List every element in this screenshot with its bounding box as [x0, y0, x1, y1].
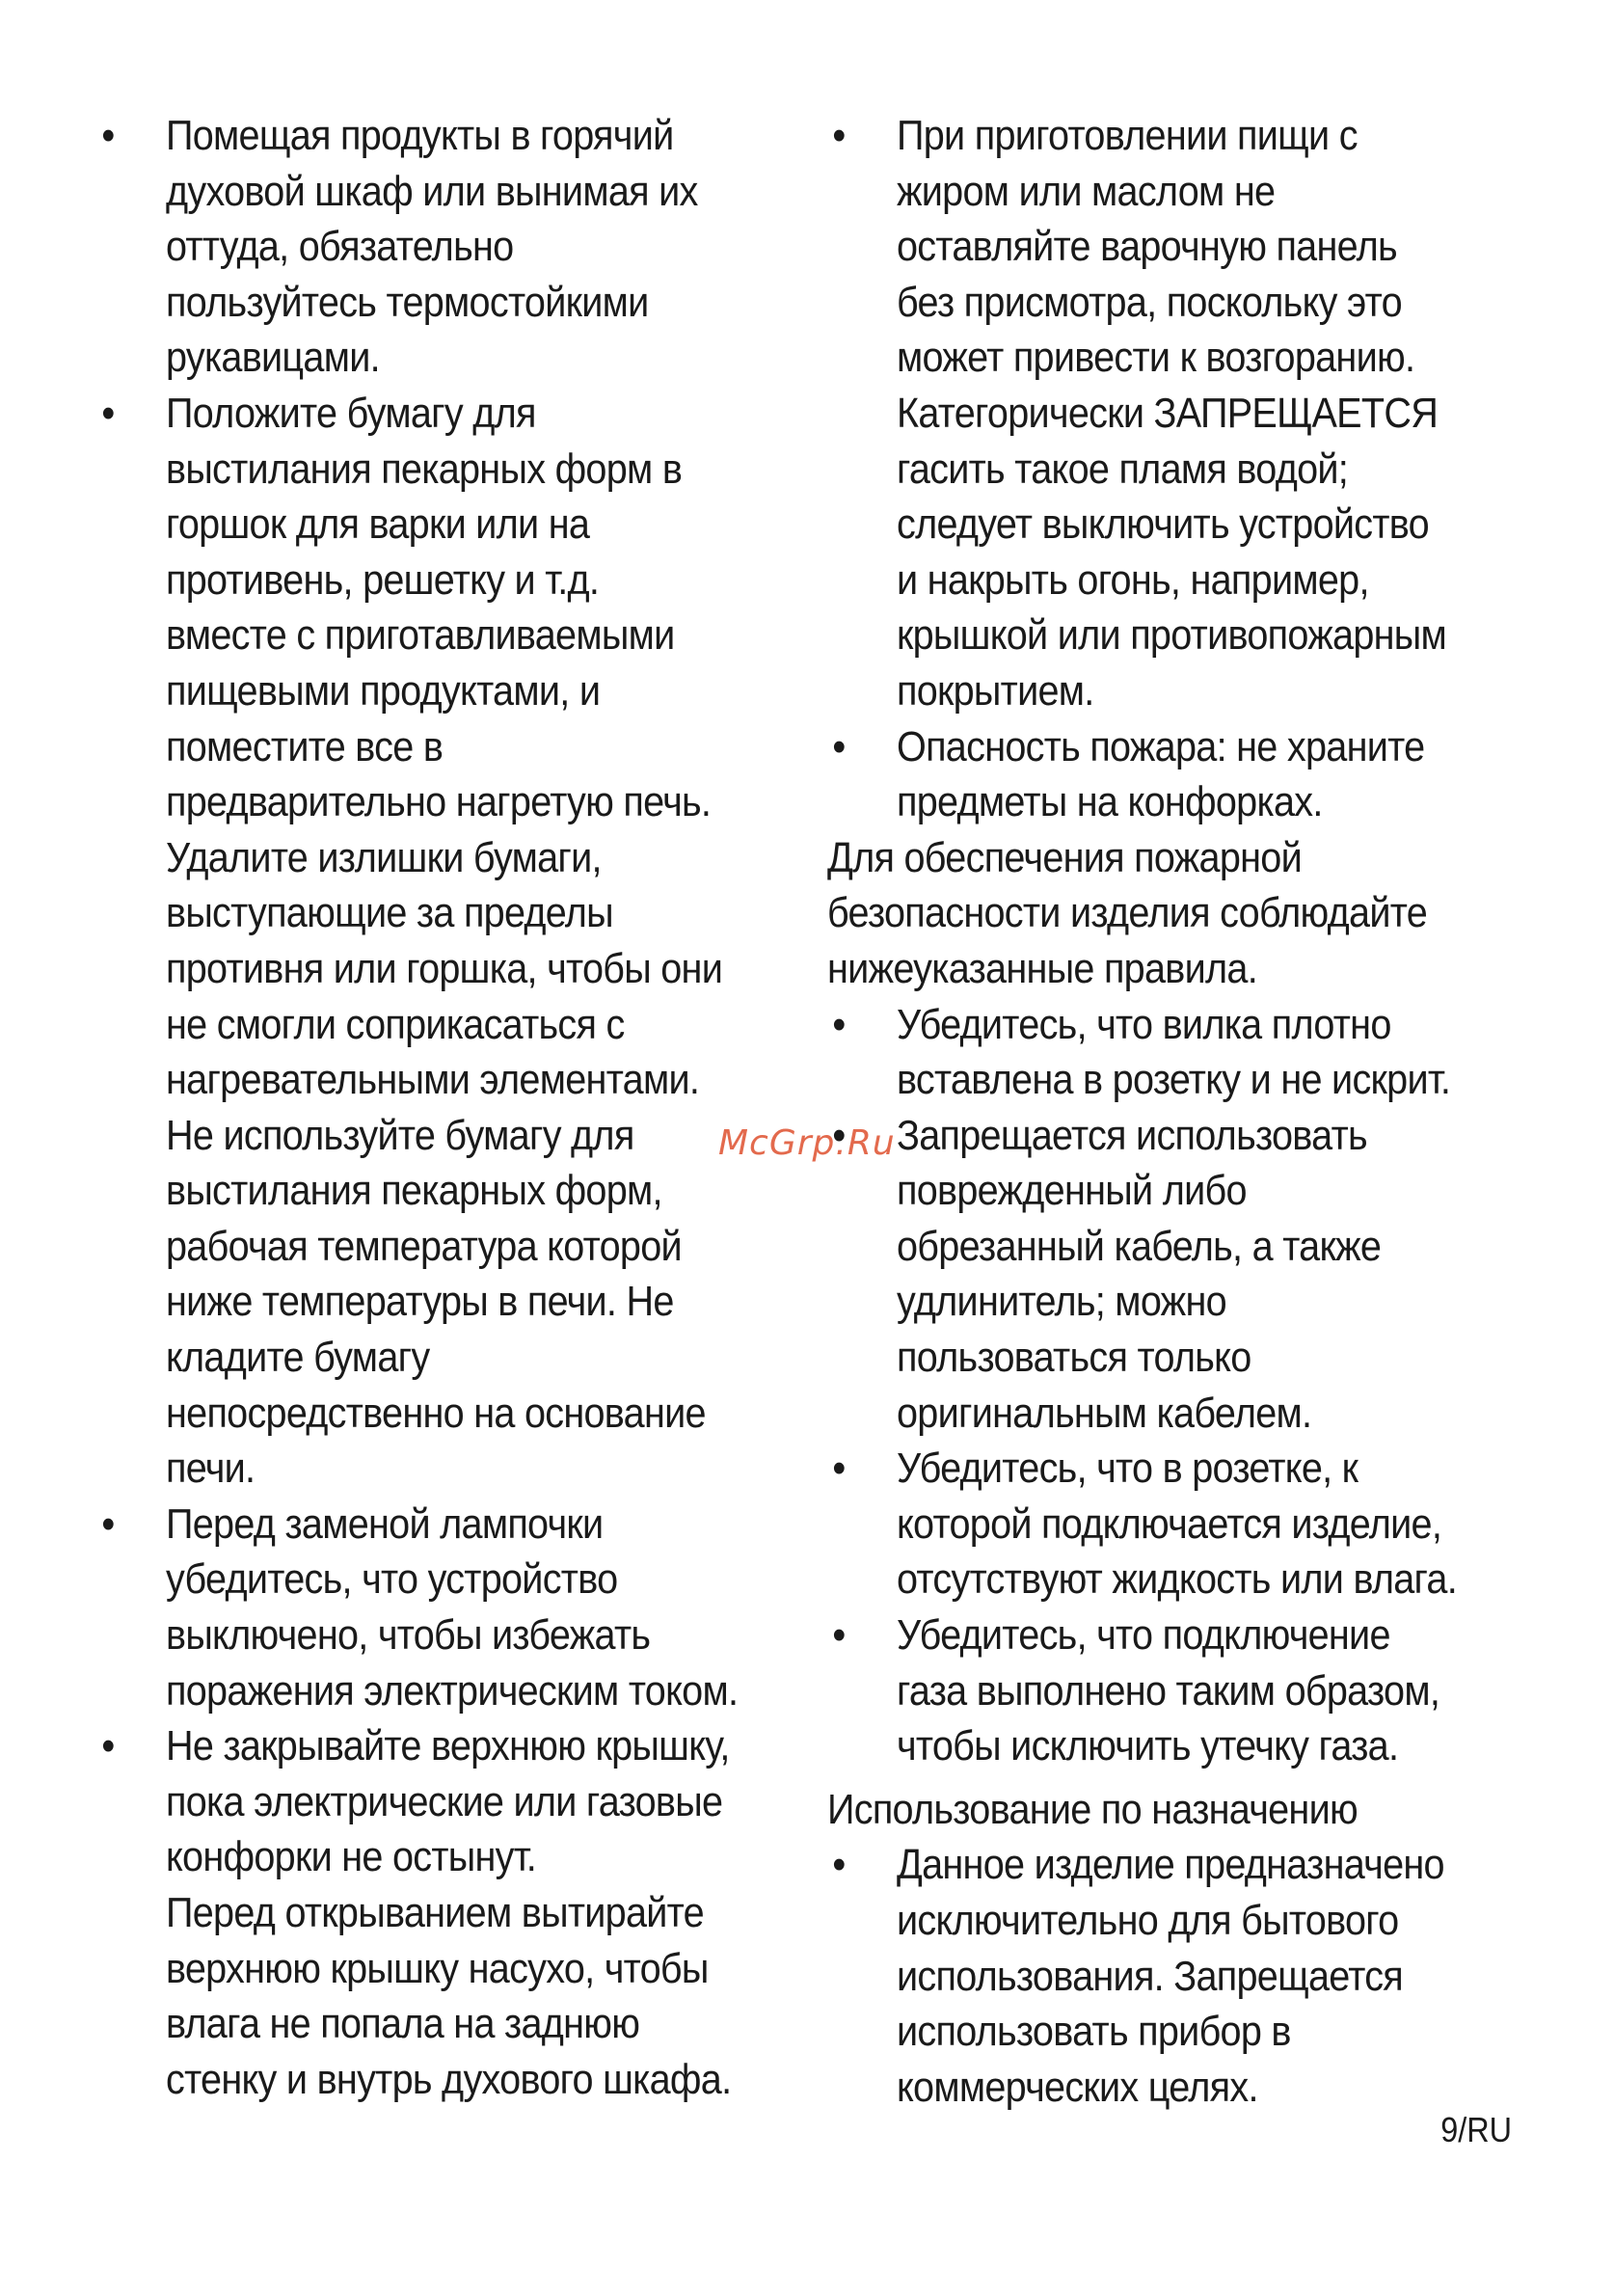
list-item: [827, 1441, 1521, 1607]
list-item: [827, 1108, 1521, 1442]
list-item-text: • Перед заменой лампочки убедитесь, что устройство выключено, чтобы избежать поражения электрическим током.: [166, 1499, 739, 1715]
list-item-text: • Убедитесь, что вилка плотно вставлена в розетку и не искрит.: [897, 1000, 1451, 1104]
list-item: [827, 108, 1521, 719]
list-item-text: • Запрещается использовать поврежденный либо обрезанный кабель, а также удлинитель; можно пользоваться только оригинальным кабелем.: [897, 1111, 1382, 1437]
right-column: [827, 108, 1521, 2115]
list-item: [96, 1497, 791, 1718]
list-item: [827, 1837, 1521, 2115]
list-item: [96, 1718, 791, 2107]
list-item-text: • Опасность пожара: не храните предметы на конфорках.: [897, 722, 1425, 826]
list-item: [827, 997, 1521, 1108]
list-item-text: • При приготовлении пищи с жиром или маслом не оставляйте варочную панель без присмотра, поскольку это может привести к возгоранию. Категорически ЗАПРЕЩАЕТСЯ гасить такое пламя водой; следует выключить устройство и накрыть огонь, например, крышкой или противопожарным покрытием.: [897, 112, 1447, 715]
list-item: [827, 1607, 1521, 1774]
fire-safety-intro: Для обеспечения пожарной безопасности изделия соблюдайте нижеуказанные правила.: [827, 833, 1427, 992]
list-item: [96, 386, 791, 1497]
right-bullet-list-c: [827, 1837, 1521, 2115]
page-number: 9/RU: [1440, 2110, 1512, 2149]
list-item-text: • Убедитесь, что в розетке, к которой подключается изделие, отсутствуют жидкость или влага.: [897, 1445, 1457, 1604]
right-bullet-list-a: [827, 108, 1521, 830]
list-item-text: • Убедитесь, что подключение газа выполнено таким образом, чтобы исключить утечку газа.: [897, 1611, 1440, 1770]
left-column: [96, 108, 791, 2107]
list-item-text: • Данное изделие предназначено исключительно для бытового использования. Запрещается использовать прибор в коммерческих целях.: [897, 1841, 1444, 2111]
list-item: [827, 719, 1521, 830]
watermark-logo: McGrp.Ru: [718, 1123, 896, 1163]
list-item-text: • Помещая продукты в горячий духовой шкаф или вынимая их оттуда, обязательно пользуйтесь термостойкими рукавицами.: [166, 112, 698, 382]
list-item: [96, 108, 791, 386]
list-item-text: • Не закрывайте верхнюю крышку, пока электрические или газовые конфорки не остынут. Перед открыванием вытирайте верхнюю крышку насухо, чтобы влага не попала на заднюю стенку и внутрь духового шкафа.: [166, 1722, 732, 2103]
intended-use-heading: Использование по назначению: [827, 1785, 1358, 1833]
list-item-text: • Положите бумагу для выстилания пекарных форм в горшок для варки или на противень, решетку и т.д. вместе с приготавливаемыми пищевыми продуктами, и поместите все в предварительно нагретую печь. Удалите излишки бумаги, выступающие за пределы противня или горшка, чтобы они не смогли соприкасаться с нагревательными элементами. Не используйте бумагу для выстилания пекарных форм, рабочая температура которой ниже температуры в печи. Не кладите бумагу непосредственно на основание печи.: [166, 389, 723, 1493]
right-bullet-list-b: [827, 997, 1521, 1774]
left-bullet-list: [96, 108, 791, 2107]
